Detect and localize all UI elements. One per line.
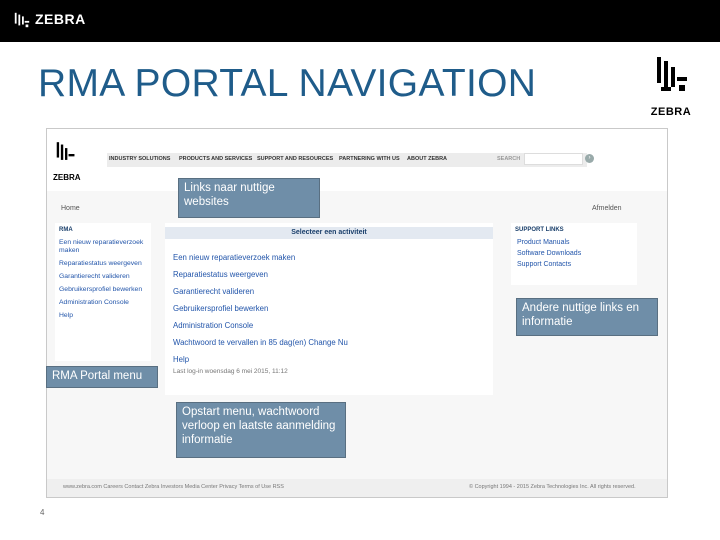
activity-list (173, 253, 348, 372)
logout-link[interactable]: Afmelden (592, 205, 622, 212)
site-footer (47, 479, 667, 497)
last-login: Last log-in woensdag 6 mei 2015, 11:12 (173, 368, 288, 375)
rma-menu (55, 223, 151, 361)
support-links-heading: SUPPORT LINKS (515, 227, 564, 233)
callout-rma-menu-text: RMA Portal menu (52, 370, 143, 382)
activity-link[interactable]: Een nieuw reparatieverzoek maken (173, 253, 296, 262)
footer-links[interactable]: www.zebra.com Careers Contact Zebra Investors Media Center Privacy Terms of Use RSS (63, 484, 284, 490)
support-link[interactable]: Support Contacts (517, 261, 572, 268)
support-links (511, 223, 637, 285)
activity-link[interactable]: Gebruikersprofiel bewerken (173, 304, 269, 313)
activity-panel (165, 223, 493, 395)
nav-partnering[interactable]: PARTNERING WITH US (339, 156, 400, 162)
brand-text: ZEBRA (35, 11, 86, 27)
page-number: 4 (40, 508, 45, 517)
top-bar (0, 0, 720, 42)
rma-menu-item[interactable]: Help (59, 312, 73, 319)
activity-heading: Selecteer een activiteit (165, 227, 493, 239)
callout-other-links (516, 298, 658, 336)
breadcrumb[interactable]: Home (61, 205, 80, 212)
nav-about-zebra[interactable]: ABOUT ZEBRA (407, 156, 448, 162)
rma-menu-item[interactable]: Reparatiestatus weergeven (59, 260, 142, 267)
callout-startup-text: Opstart menu, wachtwoord verloop en laatste aanmelding informatie (182, 406, 336, 446)
nav-support-resources[interactable]: SUPPORT AND RESOURCES (257, 156, 334, 162)
zebra-head-icon (653, 55, 689, 99)
slide-title: RMA PORTAL NAVIGATION (38, 62, 537, 105)
site-header (47, 129, 667, 191)
rma-menu-item[interactable]: Administration Console (59, 299, 129, 306)
callout-other-links-text: Andere nuttige links en informatie (522, 302, 639, 328)
search-go-icon[interactable]: › (585, 154, 594, 163)
nav-industry-solutions[interactable]: INDUSTRY SOLUTIONS (109, 156, 171, 162)
callout-startup (176, 402, 346, 458)
callout-rma-menu (46, 366, 158, 388)
search-label: SEARCH (497, 156, 521, 162)
nav-products-services[interactable]: PRODUCTS AND SERVICES (179, 156, 253, 162)
zebra-logo-icon (13, 11, 31, 29)
callout-links (178, 178, 320, 218)
copyright: © Copyright 1994 - 2015 Zebra Technologies Inc. All rights reserved. (469, 484, 636, 490)
callout-links-text: Links naar nuttige websites (184, 182, 275, 208)
rma-menu-item[interactable]: Gebruikersprofiel bewerken (59, 286, 143, 293)
zebra-logo (646, 55, 696, 118)
zebra-head-icon (53, 141, 77, 167)
brand (13, 11, 86, 29)
search-input[interactable] (524, 153, 583, 165)
rma-menu-heading: RMA (59, 227, 73, 233)
activity-link[interactable]: Administration Console (173, 321, 254, 330)
support-link[interactable]: Software Downloads (517, 250, 582, 257)
activity-link[interactable]: Garantierecht valideren (173, 287, 255, 296)
password-expiry[interactable]: Wachtwoord te vervallen in 85 dag(en) Change Nu (173, 338, 348, 347)
rma-menu-item[interactable]: Een nieuw reparatieverzoek maken (59, 239, 144, 254)
rma-menu-item[interactable]: Garantierecht valideren (59, 273, 130, 280)
support-link[interactable]: Product Manuals (517, 239, 570, 246)
site-logo[interactable] (53, 141, 81, 182)
site-logo-text: ZEBRA (53, 173, 81, 182)
logo-text: ZEBRA (650, 106, 692, 118)
activity-link[interactable]: Help (173, 355, 190, 364)
activity-link[interactable]: Reparatiestatus weergeven (173, 270, 268, 279)
